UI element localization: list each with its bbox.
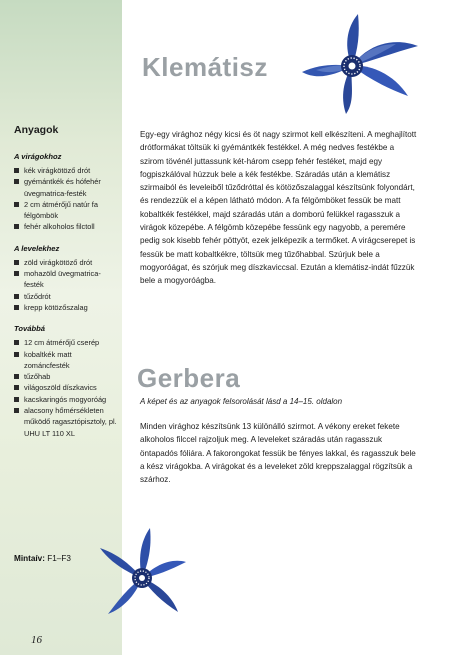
section-title-gerbera: Gerbera	[137, 363, 241, 393]
list-item: tűzőhab	[14, 371, 118, 382]
group-title-leaves: A levelekhez	[14, 243, 60, 253]
gerbera-reference-note: A képet és az anyagok felsorolását lásd a 14–15. oldalon	[140, 397, 343, 406]
clematis-flower-image-small	[92, 524, 188, 628]
section-title-clematis: Klemátisz	[142, 52, 268, 82]
pattern-sheet-label	[14, 554, 71, 563]
gerbera-instructions: Minden virághoz készítsünk 13 különálló szirmot. A vékony ereket fekete alkoholos filccel rajzoljuk meg. A leveleket száradás után ragasszuk öntapadós fóliára. A fakorongokat fessük be fényes lakkal, és ragasszuk bele a kész virágokba. A virágokat és a leveleket zöld kreppszalaggal rögzítsük a szárhoz.	[140, 422, 416, 485]
clematis-flower-image	[300, 8, 422, 118]
list-item: kék virágkötöző drót	[14, 165, 118, 176]
clematis-instructions: Egy-egy virághoz négy kicsi és öt nagy szirmot kell elkészíteni. A meghajlított drótformákat töltsük ki gyémántkék festékkel. A még nedves festékbe a szirom tövénél juttassunk két-három csepp fehér festéket, majd egy fogpiszkálóval húzzuk bele a kék festékbe. Száradás után a klemátisz szirmaiból és leveleiből tűződróttal és kötözőszalaggal készítsünk folyondárt, és rendezzük el a képen látható módon. A fa félgömböket fessük be matt kobaltkék festékkel, majd száradás után a domború felükkel ragasszuk a virágok közepébe. A félgömb közepébe fessünk egy nagyobb, a peremére pedig sok kisebb fehér pöttyöt, ezek jelképezik a termőket. A virágcserepet is fessük be matt kobaltkékre, töltsük meg tűzőhabbal. Szúrjuk bele a mogyoróágat, és szórjuk meg díszkaviccsal. Ezután a klemátisz-indát fűzzük bele a mogyoróágba.	[140, 130, 417, 286]
materials-list	[14, 151, 118, 439]
pattern-sheet-key: Mintaív:	[14, 554, 45, 563]
list-item: kobaltkék matt zománcfesték	[14, 349, 118, 372]
list-item: fehér alkoholos filctoll	[14, 221, 118, 232]
list-item: krepp kötözőszalag	[14, 302, 118, 313]
pattern-sheet-value: F1–F3	[47, 554, 71, 563]
list-item: 2 cm átmérőjű natúr fa félgömbök	[14, 199, 118, 222]
list-item: mohazöld üvegmatrica-festék	[14, 268, 118, 291]
list-item: világoszöld díszkavics	[14, 382, 118, 393]
list-item: kacskaringós mogyoróág	[14, 394, 118, 405]
list-item: gyémántkék és hófehér üvegmatrica-festék	[14, 176, 118, 199]
list-item: 12 cm átmérőjű cserép	[14, 337, 118, 348]
group-title-other: Továbbá	[14, 324, 45, 334]
materials-heading: Anyagok	[14, 124, 59, 136]
list-item: tűződrót	[14, 291, 118, 302]
page-number: 16	[31, 634, 42, 646]
list-item: zöld virágkötöző drót	[14, 257, 118, 268]
list-item: alacsony hőmérsékleten működő ragasztópisztoly, pl. UHU LT 110 XL	[14, 405, 118, 439]
group-title-flowers: A virágokhoz	[14, 152, 62, 161]
